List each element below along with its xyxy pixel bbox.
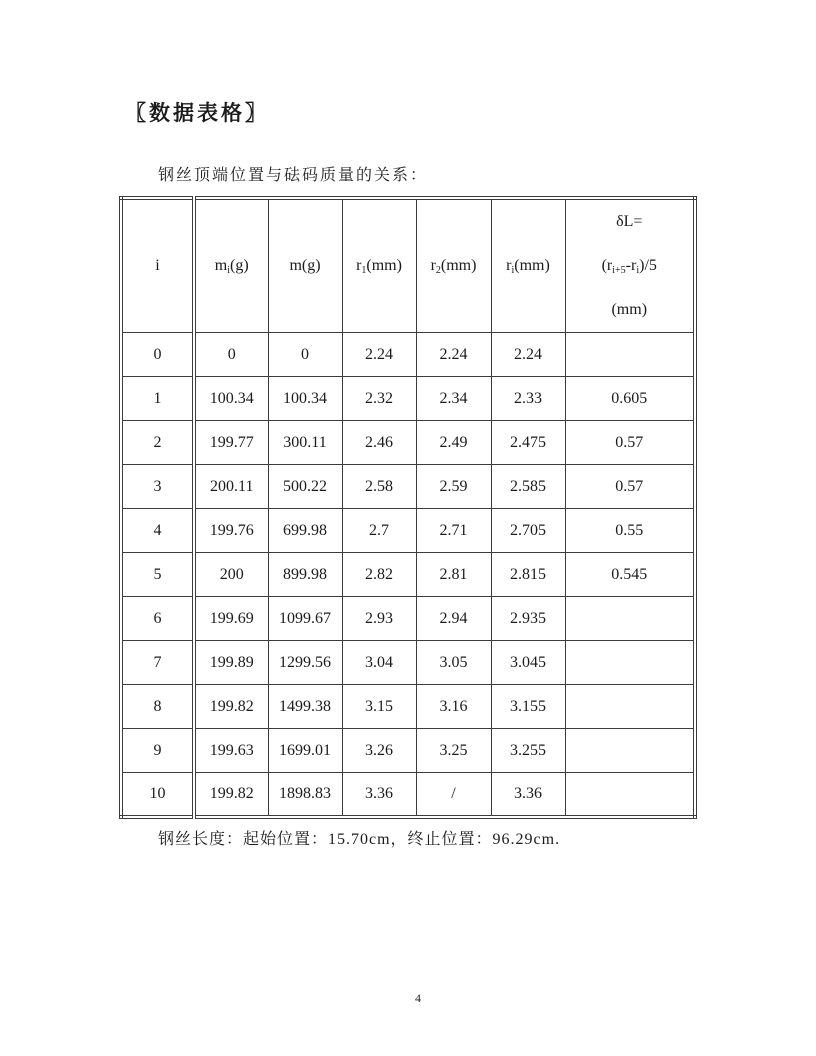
table-cell: 5 <box>121 553 194 597</box>
table-cell: 2.46 <box>342 421 416 465</box>
table-cell: 3 <box>121 465 194 509</box>
table-cell: 199.76 <box>194 509 268 553</box>
table-cell: 200 <box>194 553 268 597</box>
table-cell: 199.82 <box>194 685 268 729</box>
table-header-row <box>121 198 695 333</box>
header-ri-sub: i <box>511 265 515 276</box>
table-cell: 3.16 <box>416 685 491 729</box>
header-delta-l-close: )/5 <box>639 257 657 274</box>
table-cell: 10 <box>121 773 194 817</box>
table-row <box>121 773 695 817</box>
header-i <box>121 198 194 333</box>
table-cell: 199.89 <box>194 641 268 685</box>
table-cell: 199.69 <box>194 597 268 641</box>
header-delta-l-sub1: i+5 <box>612 265 626 276</box>
table-cell: 2.935 <box>491 597 565 641</box>
table-cell: 199.82 <box>194 773 268 817</box>
table-cell: 0 <box>268 333 342 377</box>
table-cell <box>565 773 695 817</box>
table-row <box>121 641 695 685</box>
table-row <box>121 553 695 597</box>
table-cell: 2.82 <box>342 553 416 597</box>
header-r1-base: r <box>356 257 362 274</box>
table-cell: 2.24 <box>342 333 416 377</box>
header-delta-l-line3: (mm) <box>611 301 648 318</box>
table-cell: 1299.56 <box>268 641 342 685</box>
table-cell: 3.15 <box>342 685 416 729</box>
table-row <box>121 421 695 465</box>
table-caption: 钢丝顶端位置与砝码质量的关系： <box>158 167 429 184</box>
table-row <box>121 333 695 377</box>
table-cell <box>565 685 695 729</box>
table-cell: 2.49 <box>416 421 491 465</box>
table-cell: 3.36 <box>491 773 565 817</box>
table-cell: 3.045 <box>491 641 565 685</box>
table-cell <box>565 641 695 685</box>
header-m <box>268 198 342 333</box>
page-number: 4 <box>415 991 421 1005</box>
table-cell: 2.705 <box>491 509 565 553</box>
table-cell: 199.77 <box>194 421 268 465</box>
table-cell: 2.71 <box>416 509 491 553</box>
table-cell: 8 <box>121 685 194 729</box>
table-cell: 2.59 <box>416 465 491 509</box>
table-cell: 1 <box>121 377 194 421</box>
header-delta-l <box>565 198 695 333</box>
table-cell: 699.98 <box>268 509 342 553</box>
header-r2-base: r <box>430 257 436 274</box>
table-cell: 0.605 <box>565 377 695 421</box>
table-cell: 4 <box>121 509 194 553</box>
header-mi-sub: i <box>227 265 231 276</box>
table-cell: 3.05 <box>416 641 491 685</box>
header-r2-unit: (mm) <box>440 257 477 274</box>
table-cell: 100.34 <box>194 377 268 421</box>
table-cell: 6 <box>121 597 194 641</box>
table-cell: 2.34 <box>416 377 491 421</box>
header-delta-l-line1: δL= <box>616 213 643 230</box>
table-row <box>121 377 695 421</box>
wire-length-note: 钢丝长度：起始位置：15.70cm，终止位置：96.29cm. <box>158 831 561 848</box>
header-r2-sub: 2 <box>435 265 441 276</box>
table-cell: 100.34 <box>268 377 342 421</box>
header-ri-base: r <box>506 257 512 274</box>
table-cell: 7 <box>121 641 194 685</box>
table-cell: 2 <box>121 421 194 465</box>
table-cell: 1099.67 <box>268 597 342 641</box>
header-m-unit: (g) <box>301 257 321 274</box>
table-cell: 2.33 <box>491 377 565 421</box>
table-row <box>121 729 695 773</box>
table-row <box>121 597 695 641</box>
data-table <box>119 196 697 819</box>
table-cell: 0 <box>194 333 268 377</box>
table-cell: 2.7 <box>342 509 416 553</box>
table-cell: 2.32 <box>342 377 416 421</box>
table-cell: 3.25 <box>416 729 491 773</box>
table-cell <box>565 333 695 377</box>
table-cell: 2.58 <box>342 465 416 509</box>
table-body <box>121 333 695 817</box>
table-cell: 0.545 <box>565 553 695 597</box>
table-cell: 300.11 <box>268 421 342 465</box>
header-delta-l-sub2: i <box>636 265 640 276</box>
header-delta-l-line2 <box>566 244 694 288</box>
table-cell: 2.93 <box>342 597 416 641</box>
header-delta-l-mid: -r <box>625 257 637 274</box>
table-cell: 2.475 <box>491 421 565 465</box>
header-ri-unit: (mm) <box>514 257 550 274</box>
table-cell: 2.815 <box>491 553 565 597</box>
table-cell <box>565 597 695 641</box>
table-cell: 2.24 <box>491 333 565 377</box>
page-title: 〖数据表格〗 <box>125 101 269 125</box>
table-cell: 0.55 <box>565 509 695 553</box>
table-cell: 9 <box>121 729 194 773</box>
table-cell: / <box>416 773 491 817</box>
table-cell: 0.57 <box>565 465 695 509</box>
table-cell: 1699.01 <box>268 729 342 773</box>
table-cell: 2.24 <box>416 333 491 377</box>
table-cell: 1898.83 <box>268 773 342 817</box>
table-cell: 200.11 <box>194 465 268 509</box>
header-r1-sub: 1 <box>361 265 367 276</box>
header-i-label: i <box>155 257 160 274</box>
table-cell: 1499.38 <box>268 685 342 729</box>
table-cell: 2.81 <box>416 553 491 597</box>
table-row <box>121 685 695 729</box>
header-r1-unit: (mm) <box>366 257 402 274</box>
header-delta-l-open: (r <box>601 257 613 274</box>
table-cell <box>565 729 695 773</box>
table-cell: 0.57 <box>565 421 695 465</box>
header-mi <box>194 198 268 333</box>
header-m-base: m <box>289 257 302 274</box>
header-mi-unit: (g) <box>230 257 249 274</box>
table-cell: 3.255 <box>491 729 565 773</box>
table-cell: 0 <box>121 333 194 377</box>
table-cell: 3.36 <box>342 773 416 817</box>
table-cell: 3.155 <box>491 685 565 729</box>
header-r2 <box>416 198 491 333</box>
table-row <box>121 465 695 509</box>
table-cell: 2.94 <box>416 597 491 641</box>
table-cell: 199.63 <box>194 729 268 773</box>
table-cell: 2.585 <box>491 465 565 509</box>
table-cell: 500.22 <box>268 465 342 509</box>
header-r1 <box>342 198 416 333</box>
table-cell: 3.26 <box>342 729 416 773</box>
header-mi-base: m <box>214 257 228 274</box>
table-row <box>121 509 695 553</box>
header-ri <box>491 198 565 333</box>
table-cell: 899.98 <box>268 553 342 597</box>
table-cell: 3.04 <box>342 641 416 685</box>
